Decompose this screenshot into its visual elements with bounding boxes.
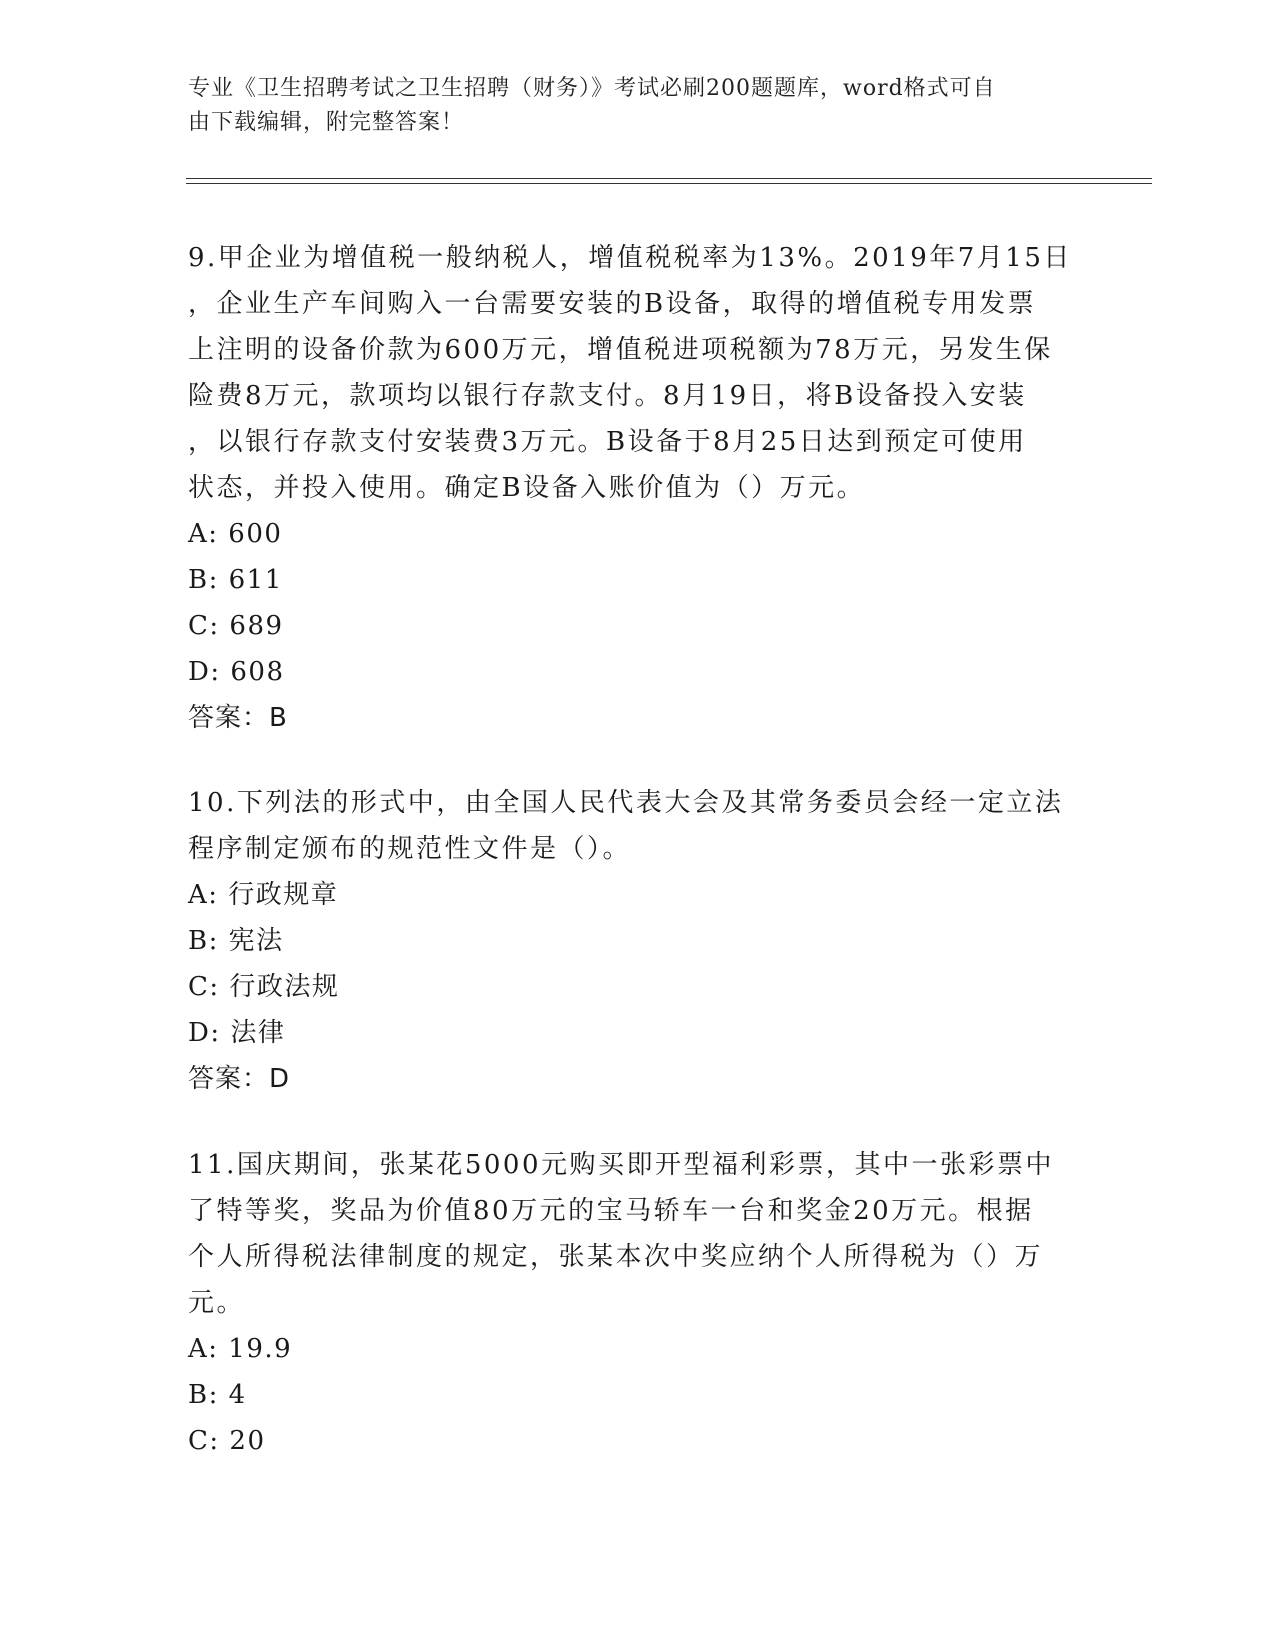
header-line-1: 专业《卫生招聘考试之卫生招聘（财务）》考试必刷200题题库，word格式可自 <box>188 76 996 101</box>
question-line: 状态，并投入使用。确定B设备入账价值为（）万元。 <box>188 473 866 503</box>
option-c: C: 行政法规 <box>188 972 340 1002</box>
question-line: 11.国庆期间，张某花5000元购买即开型福利彩票，其中一张彩票中 <box>188 1150 1055 1180</box>
question-line: 险费8万元，款项均以银行存款支付。8月19日，将B设备投入安装 <box>188 381 1027 411</box>
header-divider-top <box>186 178 1152 179</box>
answer: 答案：D <box>188 1064 291 1094</box>
question-line: 程序制定颁布的规范性文件是（）。 <box>188 834 632 864</box>
option-c: C: 689 <box>188 611 284 641</box>
option-a: A: 19.9 <box>188 1334 293 1364</box>
question-9 <box>188 235 1078 741</box>
question-line: 个人所得税法律制度的规定，张某本次中奖应纳个人所得税为（）万 <box>188 1242 1044 1272</box>
question-line: 了特等奖，奖品为价值80万元的宝马轿车一台和奖金20万元。根据 <box>188 1196 1034 1226</box>
question-line: ，企业生产车间购入一台需要安装的B设备，取得的增值税专用发票 <box>188 289 1037 319</box>
option-b: B: 611 <box>188 565 283 595</box>
question-line: 上注明的设备价款为600万元，增值税进项税额为78万元，另发生保 <box>188 335 1053 365</box>
option-d: D: 608 <box>188 657 285 687</box>
question-line: 10.下列法的形式中，由全国人民代表大会及其常务委员会经一定立法 <box>188 788 1064 818</box>
question-10 <box>188 780 1078 1102</box>
question-line: 元。 <box>188 1288 246 1318</box>
option-a: A: 行政规章 <box>188 880 339 910</box>
header-line-2: 由下载编辑，附完整答案！ <box>188 110 465 135</box>
option-c: C: 20 <box>188 1426 266 1456</box>
document-header <box>188 72 1068 140</box>
question-line: 9.甲企业为增值税一般纳税人，增值税税率为13%。2019年7月15日 <box>188 243 1072 273</box>
header-divider-bottom <box>186 183 1152 184</box>
question-line: ，以银行存款支付安装费3万元。B设备于8月25日达到预定可使用 <box>188 427 1027 457</box>
answer: 答案：B <box>188 703 288 733</box>
option-d: D: 法律 <box>188 1018 286 1048</box>
option-b: B: 4 <box>188 1380 247 1410</box>
option-b: B: 宪法 <box>188 926 284 956</box>
question-11 <box>188 1142 1078 1464</box>
option-a: A: 600 <box>188 519 283 549</box>
